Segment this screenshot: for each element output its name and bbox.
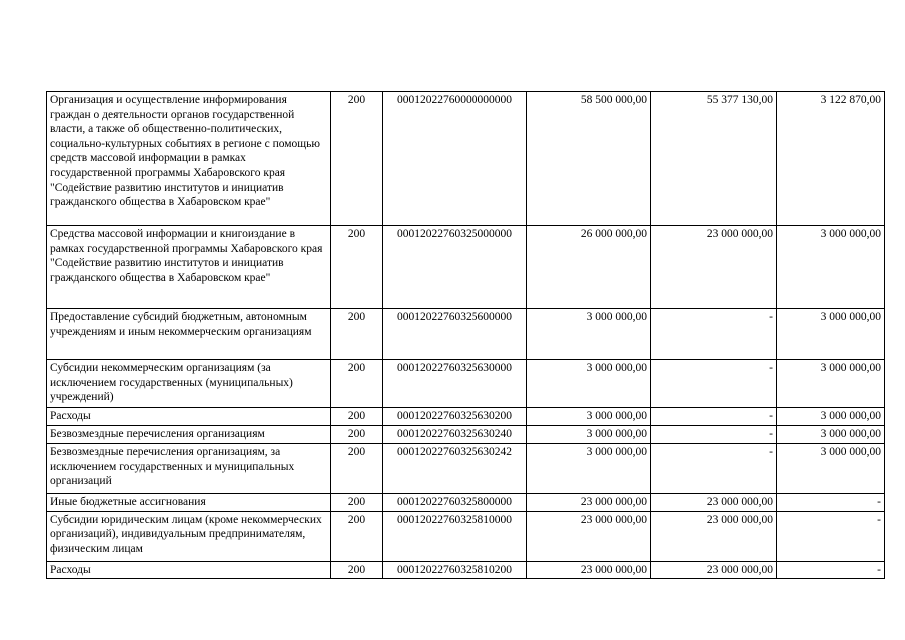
unexecuted-amount-cell: 3 000 000,00 — [777, 408, 885, 426]
line-code-cell: 200 — [331, 309, 383, 360]
expense-name-cell: Расходы — [47, 561, 331, 579]
executed-amount-cell: 23 000 000,00 — [651, 511, 777, 561]
table-row — [47, 426, 885, 444]
budget-code-cell: 00012022760325600000 — [383, 309, 527, 360]
approved-amount-cell: 58 500 000,00 — [527, 92, 651, 226]
line-code-cell: 200 — [331, 360, 383, 408]
line-code-cell: 200 — [331, 426, 383, 444]
budget-code-cell: 00012022760325800000 — [383, 494, 527, 512]
expense-name-cell: Организация и осуществление информирования граждан о деятельности органов государственной власти, а также об общественно-политических, социально-культурных событиях в регионе с помощью средств массовой информации в рамках государственной программы Хабаровского края "Содействие развитию институтов и инициатив гражданского общества в Хабаровском крае" — [47, 92, 331, 226]
budget-code-cell: 00012022760325630000 — [383, 360, 527, 408]
expense-name-cell: Субсидии юридическим лицам (кроме некоммерческих организаций), индивидуальным предпринимателям, физическим лицам — [47, 511, 331, 561]
budget-code-cell: 00012022760325810000 — [383, 511, 527, 561]
table-row — [47, 444, 885, 494]
line-code-cell: 200 — [331, 561, 383, 579]
approved-amount-cell: 23 000 000,00 — [527, 561, 651, 579]
unexecuted-amount-cell: - — [777, 494, 885, 512]
approved-amount-cell: 23 000 000,00 — [527, 494, 651, 512]
approved-amount-cell: 3 000 000,00 — [527, 309, 651, 360]
executed-amount-cell: 23 000 000,00 — [651, 494, 777, 512]
expense-name-cell: Иные бюджетные ассигнования — [47, 494, 331, 512]
document-page — [46, 91, 884, 579]
line-code-cell: 200 — [331, 511, 383, 561]
budget-code-cell: 00012022760000000000 — [383, 92, 527, 226]
table-row — [47, 408, 885, 426]
approved-amount-cell: 23 000 000,00 — [527, 511, 651, 561]
line-code-cell: 200 — [331, 444, 383, 494]
line-code-cell: 200 — [331, 92, 383, 226]
table-row — [47, 494, 885, 512]
unexecuted-amount-cell: - — [777, 511, 885, 561]
executed-amount-cell: - — [651, 426, 777, 444]
expense-name-cell: Средства массовой информации и книгоиздание в рамках государственной программы Хабаровского края "Содействие развитию институтов и инициатив гражданского общества в Хабаровском крае" — [47, 226, 331, 309]
unexecuted-amount-cell: 3 122 870,00 — [777, 92, 885, 226]
unexecuted-amount-cell: 3 000 000,00 — [777, 226, 885, 309]
expense-name-cell: Безвозмездные перечисления организациям — [47, 426, 331, 444]
executed-amount-cell: - — [651, 444, 777, 494]
budget-code-cell: 00012022760325630200 — [383, 408, 527, 426]
unexecuted-amount-cell: 3 000 000,00 — [777, 360, 885, 408]
approved-amount-cell: 3 000 000,00 — [527, 426, 651, 444]
budget-code-cell: 00012022760325000000 — [383, 226, 527, 309]
budget-code-cell: 00012022760325810200 — [383, 561, 527, 579]
table-row — [47, 561, 885, 579]
approved-amount-cell: 3 000 000,00 — [527, 360, 651, 408]
expense-name-cell: Безвозмездные перечисления организациям, за исключением государственных и муниципальных организаций — [47, 444, 331, 494]
table-row — [47, 92, 885, 226]
table-row — [47, 226, 885, 309]
expense-name-cell: Расходы — [47, 408, 331, 426]
expense-name-cell: Предоставление субсидий бюджетным, автономным учреждениям и иным некоммерческим организациям — [47, 309, 331, 360]
executed-amount-cell: - — [651, 309, 777, 360]
table-row — [47, 511, 885, 561]
budget-code-cell: 00012022760325630242 — [383, 444, 527, 494]
executed-amount-cell: - — [651, 360, 777, 408]
unexecuted-amount-cell: 3 000 000,00 — [777, 426, 885, 444]
line-code-cell: 200 — [331, 226, 383, 309]
approved-amount-cell: 3 000 000,00 — [527, 408, 651, 426]
unexecuted-amount-cell: - — [777, 561, 885, 579]
executed-amount-cell: 23 000 000,00 — [651, 226, 777, 309]
unexecuted-amount-cell: 3 000 000,00 — [777, 444, 885, 494]
expense-name-cell: Субсидии некоммерческим организациям (за исключением государственных (муниципальных) учреждений) — [47, 360, 331, 408]
table-row — [47, 309, 885, 360]
line-code-cell: 200 — [331, 408, 383, 426]
executed-amount-cell: 55 377 130,00 — [651, 92, 777, 226]
table-body — [47, 92, 885, 579]
line-code-cell: 200 — [331, 494, 383, 512]
unexecuted-amount-cell: 3 000 000,00 — [777, 309, 885, 360]
approved-amount-cell: 3 000 000,00 — [527, 444, 651, 494]
executed-amount-cell: 23 000 000,00 — [651, 561, 777, 579]
table-row — [47, 360, 885, 408]
approved-amount-cell: 26 000 000,00 — [527, 226, 651, 309]
budget-execution-table — [46, 91, 885, 579]
executed-amount-cell: - — [651, 408, 777, 426]
budget-code-cell: 00012022760325630240 — [383, 426, 527, 444]
